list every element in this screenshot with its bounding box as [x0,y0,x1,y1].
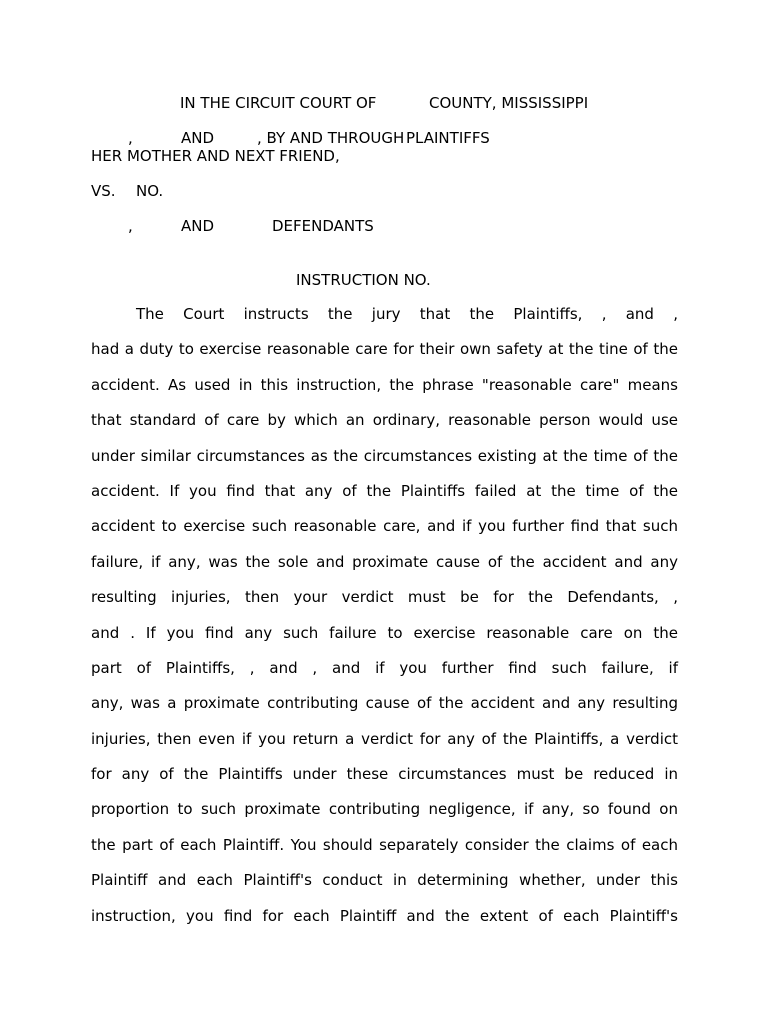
body-line: proportion to such proximate contributing negligence, if any, so found on [91,800,678,819]
body-line: any, was a proximate contributing cause of the accident and any resulting [91,694,678,713]
plaintiffs-label: PLAINTIFFS [406,129,490,147]
instruction-body [91,297,678,934]
body-line: the part of each Plaintiff. You should separately consider the claims of each [91,835,678,854]
body-line: had a duty to exercise reasonable care for their own safety at the tine of the [91,340,678,359]
caption-court-left: IN THE CIRCUIT COURT OF [180,94,377,112]
body-line: for any of the Plaintiffs under these circumstances must be reduced in [91,765,678,784]
body-line: Plaintiff and each Plaintiff's conduct in determining whether, under this [91,871,678,890]
body-line: The Court instructs the jury that the Plaintiffs, , and , [136,305,678,323]
body-line: accident. If you find that any of the Plaintiffs failed at the time of the [91,481,678,500]
case-number-label: NO. [136,182,164,200]
body-line: under similar circumstances as the circumstances existing at the time of the [91,446,678,465]
body-line: instruction, you find for each Plaintiff and the extent of each Plaintiff's [91,906,678,925]
body-line: that standard of care by which an ordinary, reasonable person would use [91,411,678,430]
body-line: accident to exercise such reasonable care, and if you further find that such [91,517,678,536]
plaintiff-and: AND [181,129,215,147]
plaintiff-by-and-through: , BY AND THROUGH [257,129,405,147]
defendants-label: DEFENDANTS [272,217,374,235]
body-line: part of Plaintiffs, , and , and if you further find such failure, if [91,658,678,677]
body-line: injuries, then even if you return a verdict for any of the Plaintiffs, a verdict [91,729,678,748]
caption-court-right: COUNTY, MISSISSIPPI [429,94,589,112]
body-line: failure, if any, was the sole and proximate cause of the accident and any [91,552,678,571]
body-line: and . If you find any such failure to exercise reasonable care on the [91,623,678,642]
body-line: accident. As used in this instruction, the phrase "reasonable care" means [91,375,678,394]
body-line: resulting injuries, then your verdict must be for the Defendants, , [91,588,678,607]
plaintiff-comma: , [128,129,133,147]
vs-label: VS. [91,182,116,200]
instruction-heading: INSTRUCTION NO. [296,271,431,289]
defendant-and: AND [181,217,215,235]
plaintiff-next-friend: HER MOTHER AND NEXT FRIEND, [91,147,340,165]
defendant-comma: , [128,217,133,235]
